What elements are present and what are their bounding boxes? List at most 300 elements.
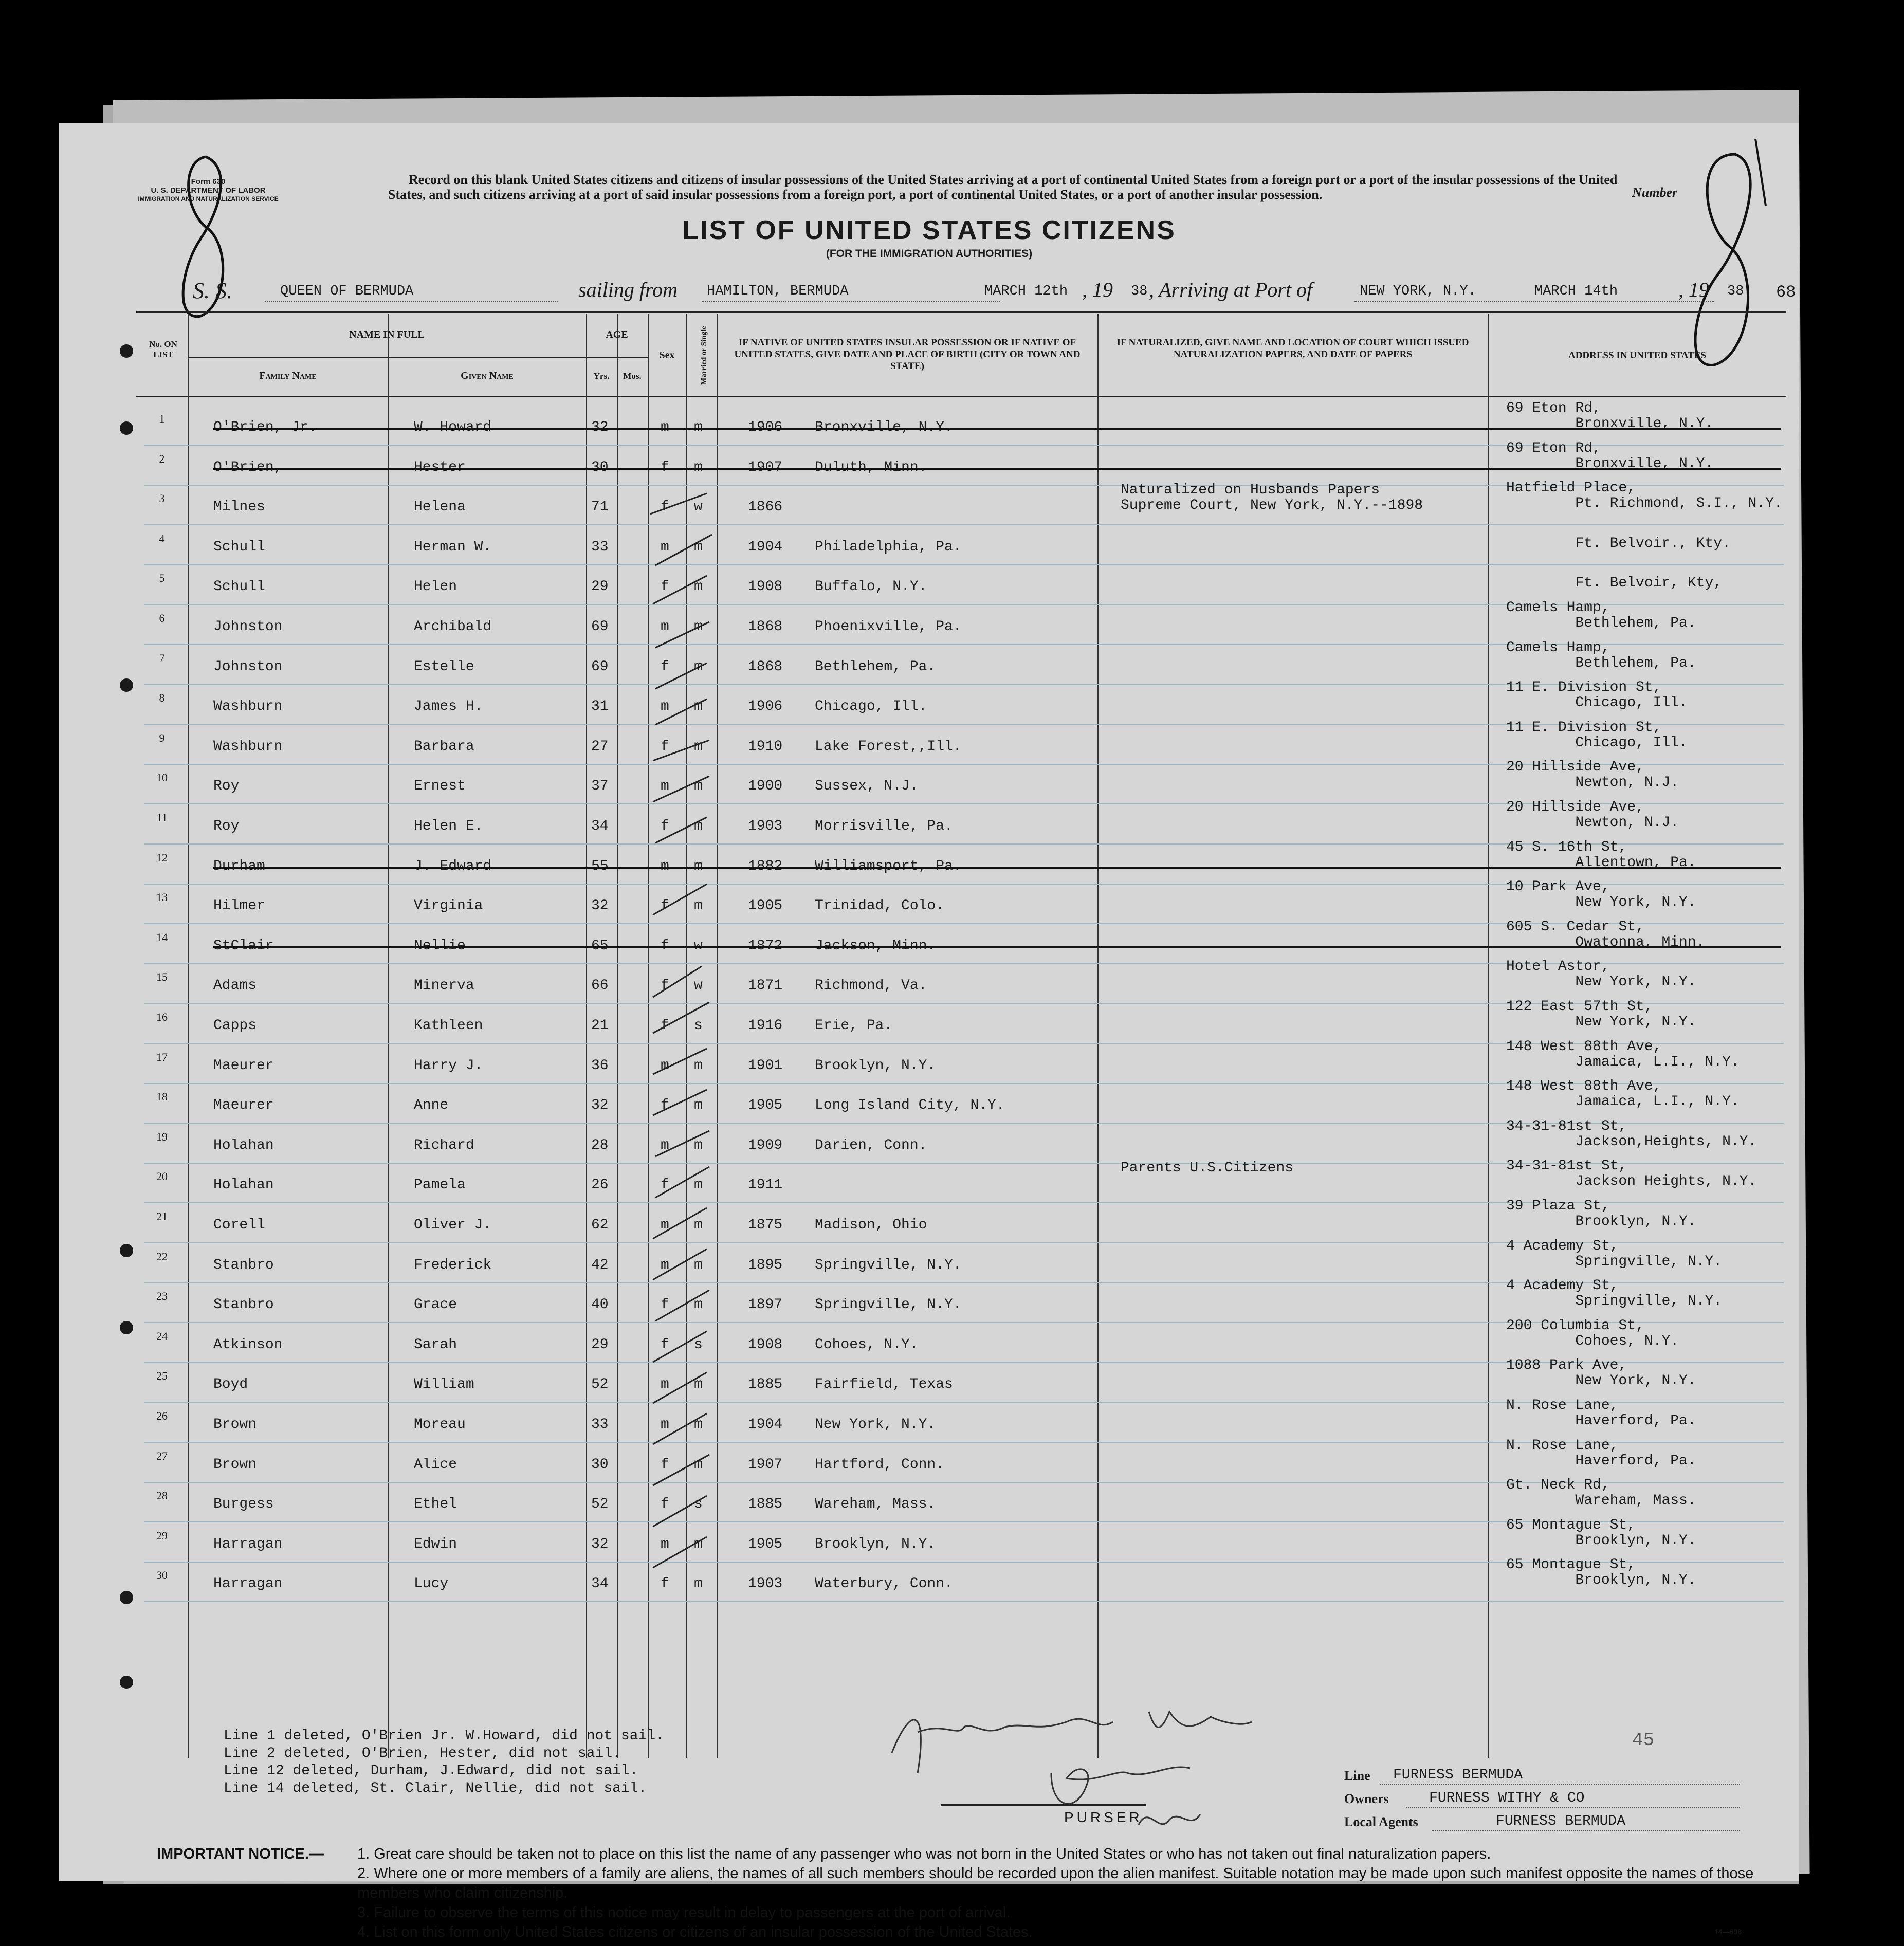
age-years: 69 [591, 658, 609, 675]
age-years: 66 [591, 978, 609, 994]
header-family-name: Family Name [259, 370, 317, 381]
family-name: Maeurer [213, 1057, 274, 1074]
binder-hole [120, 1244, 133, 1257]
age-years: 29 [591, 1336, 609, 1353]
department-name: U. S. DEPARTMENT OF LABOR [151, 186, 266, 195]
age-years: 26 [591, 1177, 609, 1194]
birth-year: 1885 [748, 1376, 783, 1393]
age-years: 55 [591, 858, 609, 874]
marital-status: s [694, 1336, 703, 1353]
col-divider-family [388, 314, 389, 1758]
birth-year: 1907 [748, 459, 783, 475]
count-mark: 45 [1632, 1730, 1655, 1751]
us-address: 4 Academy St, Springville, N.Y. [1506, 1278, 1723, 1310]
marital-status: m [694, 1576, 703, 1592]
age-years: 42 [591, 1257, 609, 1273]
page-title: LIST OF UNITED STATES CITIZENS [682, 215, 1176, 245]
family-name: Maeurer [213, 1097, 274, 1114]
row-number: 29 [156, 1529, 168, 1542]
row-number: 22 [156, 1250, 168, 1263]
age-years: 33 [591, 1417, 609, 1433]
us-address: N. Rose Lane, Haverford, Pa. [1506, 1398, 1696, 1429]
sex: f [661, 579, 669, 595]
row-number: 12 [156, 851, 168, 864]
ship-underline [265, 301, 558, 302]
birth-place: Morrisville, Pa. [815, 818, 953, 834]
age-years: 32 [591, 898, 609, 914]
header-yrs: Yrs. [593, 371, 610, 381]
row-number: 27 [156, 1449, 168, 1462]
handwritten-number-right [1673, 134, 1771, 383]
header-native: IF NATIVE OF UNITED STATES INSULAR POSSESSION OR IF NATIVE OF UNITED STATES, GIVE DATE AND PLACE OF BIRTH (CITY OR TOWN AND STATE) [734, 337, 1081, 372]
deletion-strikethrough [213, 946, 1781, 948]
family-name: Roy [213, 818, 240, 834]
birth-year: 1875 [748, 1217, 783, 1233]
given-name: Hester [414, 459, 466, 475]
arrival-year-prefix: , 19 [1678, 278, 1709, 301]
family-name: Brown [213, 1417, 257, 1433]
age-years: 62 [591, 1217, 609, 1233]
family-name: Capps [213, 1018, 257, 1034]
notice-heading: IMPORTANT NOTICE.— [157, 1846, 324, 1862]
birth-place: Jackson, Minn. [815, 938, 936, 954]
age-years: 71 [591, 499, 609, 516]
birth-year: 1903 [748, 1576, 783, 1592]
family-name: Washburn [213, 699, 283, 715]
header-age: AGE [606, 329, 628, 340]
birth-place: Chicago, Ill. [815, 699, 927, 715]
birth-year: 1916 [748, 1018, 783, 1034]
form-number: Form 630 [191, 177, 226, 186]
us-address: Hotel Astor, New York, N.Y. [1506, 959, 1696, 990]
sex: m [661, 699, 669, 715]
us-address: 11 E. Division St, Chicago, Ill. [1506, 680, 1688, 711]
given-name: Ernest [414, 778, 466, 795]
birth-place: Cohoes, N.Y. [815, 1336, 919, 1353]
us-address: 1088 Park Ave, New York, N.Y. [1506, 1357, 1696, 1389]
us-address: Camels Hamp, Bethlehem, Pa. [1506, 639, 1696, 671]
birth-place: Philadelphia, Pa. [815, 539, 962, 555]
row-rule [144, 1601, 1784, 1602]
naturalization-info: Parents U.S.Citizens [1121, 1160, 1294, 1177]
us-address: 34-31-81st St, Jackson Heights, N.Y. [1506, 1158, 1757, 1190]
sex: f [661, 1177, 669, 1194]
col-divider-yrs [617, 314, 618, 1758]
us-address: Gt. Neck Rd, Wareham, Mass. [1506, 1477, 1696, 1509]
age-years: 29 [591, 579, 609, 595]
birth-year: 1903 [748, 818, 783, 834]
us-address: N. Rose Lane, Haverford, Pa. [1506, 1437, 1696, 1469]
row-number: 26 [156, 1409, 168, 1422]
birth-place: Richmond, Va. [815, 978, 927, 994]
row-number: 19 [156, 1130, 168, 1143]
birth-place: Brooklyn, N.Y. [815, 1057, 936, 1074]
header-sex: Sex [659, 350, 675, 361]
us-address: 34-31-81st St, Jackson,Heights, N.Y. [1506, 1118, 1757, 1150]
sex: m [661, 1057, 669, 1074]
age-years: 31 [591, 699, 609, 715]
sex: m [661, 1417, 669, 1433]
row-number: 17 [156, 1050, 168, 1063]
age-years: 30 [591, 1456, 609, 1473]
notice-item-2: 2. Where one or more members of a family are aliens, the names of all such members should be recorded upon the alien manifest. Suitable notation may be made upon such manifest opposite the names of those members who claim citizenship. [357, 1865, 1754, 1901]
row-number: 21 [156, 1210, 168, 1223]
col-divider-given [586, 314, 587, 1758]
col-divider-naturalized [1488, 314, 1489, 1758]
sex: m [661, 419, 669, 435]
marital-status: m [694, 858, 703, 874]
given-name: Helen E. [414, 818, 483, 834]
deletion-strikethrough [213, 468, 1781, 470]
purser-label: PURSER [1064, 1809, 1143, 1825]
given-name: Ethel [414, 1496, 457, 1513]
us-address: 69 Eton Rd, Bronxville, N.Y. [1506, 440, 1714, 472]
header-no: No. ON LIST [149, 339, 177, 359]
notice-item-1: 1. Great care should be taken not to place on this list the name of any passenger who was not born in the United States or who has not taken out final naturalization papers. [357, 1846, 1491, 1862]
ss-label: S. S. [193, 278, 232, 303]
row-number: 9 [159, 731, 165, 744]
birth-place: Long Island City, N.Y. [815, 1097, 1005, 1114]
family-name: Burgess [213, 1496, 274, 1513]
owners-label: Owners [1344, 1791, 1389, 1806]
naturalization-info: Naturalized on Husbands Papers Supreme Court, New York, N.Y.--1898 [1121, 482, 1423, 514]
age-years: 40 [591, 1297, 609, 1313]
family-name: Brown [213, 1456, 257, 1473]
birth-year: 1895 [748, 1257, 783, 1273]
birth-year: 1882 [748, 858, 783, 874]
age-years: 33 [591, 539, 609, 555]
family-name: Milnes [213, 499, 265, 516]
arrival-date: MARCH 14th [1534, 284, 1618, 299]
header-given-name: Given Name [461, 370, 514, 381]
age-years: 52 [591, 1376, 609, 1393]
birth-place: Sussex, N.J. [815, 778, 919, 795]
family-name: Stanbro [213, 1297, 274, 1313]
marital-status: m [694, 778, 703, 795]
sex: m [661, 1217, 669, 1233]
birth-place: Brooklyn, N.Y. [815, 1536, 936, 1552]
birth-year: 1908 [748, 1336, 783, 1353]
birth-place: Williamsport, Pa. [815, 858, 962, 874]
header-naturalized: IF NATURALIZED, GIVE NAME AND LOCATION OF COURT WHICH ISSUED NATURALIZATION PAPERS, AND DATE OF PAPERS [1116, 337, 1469, 360]
birth-year: 1897 [748, 1297, 783, 1313]
birth-year: 1885 [748, 1496, 783, 1513]
header-mos: Mos. [623, 371, 642, 381]
birth-place: Madison, Ohio [815, 1217, 927, 1233]
birth-year: 1904 [748, 1417, 783, 1433]
marital-status: s [694, 1018, 703, 1034]
given-name: W. Howard [414, 419, 492, 435]
sex: f [661, 499, 669, 516]
given-name: Helen [414, 579, 457, 595]
given-name: Edwin [414, 1536, 457, 1552]
us-address: 4 Academy St, Springville, N.Y. [1506, 1238, 1723, 1270]
given-name: Alice [414, 1456, 457, 1473]
binder-hole [120, 1676, 133, 1689]
marital-status: m [694, 1137, 703, 1153]
row-number: 2 [159, 452, 165, 465]
family-name: Hilmer [213, 898, 265, 914]
line-label: Line [1344, 1768, 1370, 1783]
agents-value: FURNESS BERMUDA [1496, 1813, 1626, 1829]
sex: f [661, 1576, 669, 1592]
name-subheader-border [188, 357, 591, 358]
marital-status: m [694, 1376, 703, 1393]
birth-place: Hartford, Conn. [815, 1456, 945, 1473]
sex: f [661, 1297, 669, 1313]
family-name: O'Brien, [213, 459, 283, 475]
service-name: IMMIGRATION AND NATURALIZATION SERVICE [138, 195, 279, 203]
number-label: Number [1632, 185, 1678, 200]
row-number: 6 [159, 612, 165, 625]
birth-place: Bethlehem, Pa. [815, 658, 936, 675]
page-subtitle: (FOR THE IMMIGRATION AUTHORITIES) [826, 248, 1033, 260]
col-divider-no [188, 314, 189, 1758]
marital-status: m [694, 1456, 703, 1473]
birth-year: 1908 [748, 579, 783, 595]
departure-underline [702, 301, 1000, 302]
owners-underline [1406, 1807, 1740, 1808]
marital-status: m [694, 579, 703, 595]
intro-paragraph: Record on this blank United States citizens and citizens of insular possessions of the United States arriving at a port of continental United States from a foreign port or a port of the insular possessions of the United States, and such citizens arriving at a port of said insular possessions from a foreign port, a port of continental United States, or a port of another insular possession. [388, 172, 1618, 202]
arrival-underline [1354, 301, 1714, 302]
line-underline [1380, 1784, 1740, 1785]
marital-status: m [694, 1297, 703, 1313]
family-name: Harragan [213, 1576, 283, 1592]
header-name-in-full: NAME IN FULL [349, 329, 425, 340]
birth-year: 1906 [748, 419, 783, 435]
row-number: 4 [159, 531, 165, 545]
birth-place: Trinidad, Colo. [815, 898, 945, 914]
us-address: 45 S. 16th St, Allentown, Pa. [1506, 839, 1696, 871]
row-number: 18 [156, 1090, 168, 1104]
binder-hole [120, 678, 133, 692]
deletion-note: Line 12 deleted, Durham, J.Edward, did not sail. [224, 1763, 638, 1779]
sex: m [661, 619, 669, 635]
us-address: 11 E. Division St, Chicago, Ill. [1506, 719, 1688, 751]
birth-year: 1906 [748, 699, 783, 715]
col-divider-married [717, 314, 718, 1758]
sex: m [661, 1257, 669, 1273]
birth-year: 1871 [748, 978, 783, 994]
marital-status: m [694, 419, 703, 435]
row-number: 28 [156, 1489, 168, 1502]
given-name: Grace [414, 1297, 457, 1313]
birth-year: 1868 [748, 619, 783, 635]
marital-status: m [694, 738, 703, 755]
family-name: Schull [213, 579, 265, 595]
us-address: 20 Hillside Ave, Newton, N.J. [1506, 799, 1679, 831]
birth-year: 1866 [748, 499, 783, 516]
age-years: 69 [591, 619, 609, 635]
us-address: 148 West 88th Ave, Jamaica, L.I., N.Y. [1506, 1038, 1740, 1070]
birth-year: 1868 [748, 658, 783, 675]
family-name: Schull [213, 539, 265, 555]
us-address: 200 Columbia St, Cohoes, N.Y. [1506, 1317, 1679, 1349]
given-name: Estelle [414, 658, 474, 675]
marital-status: s [694, 1496, 703, 1513]
birth-place: Fairfield, Texas [815, 1376, 953, 1393]
given-name: Kathleen [414, 1018, 483, 1034]
sex: m [661, 1137, 669, 1153]
deletion-note: Line 1 deleted, O'Brien Jr. W.Howard, did not sail. [224, 1728, 664, 1744]
age-years: 32 [591, 1536, 609, 1552]
birth-year: 1907 [748, 1456, 783, 1473]
notice-item-4: 4. List on this form only United States citizens or citizens of an insular possession of the United States. [357, 1924, 1033, 1940]
us-address: 20 Hillside Ave, Newton, N.J. [1506, 759, 1679, 791]
row-number: 7 [159, 651, 165, 665]
sex: f [661, 1097, 669, 1114]
birth-year: 1909 [748, 1137, 783, 1153]
age-years: 27 [591, 738, 609, 755]
sex: m [661, 1536, 669, 1552]
us-address: 10 Park Ave, New York, N.Y. [1506, 879, 1696, 911]
header-address: ADDRESS IN UNITED STATES [1568, 350, 1706, 361]
sex: f [661, 1456, 669, 1473]
header-bottom-border [136, 396, 1786, 397]
row-number: 15 [156, 970, 168, 984]
binder-hole [120, 1321, 133, 1334]
marital-status: m [694, 1217, 703, 1233]
marital-status: m [694, 459, 703, 475]
sex: m [661, 858, 669, 874]
departure-port: HAMILTON, BERMUDA [707, 284, 849, 299]
row-number: 1 [159, 412, 165, 425]
marital-status: w [694, 499, 703, 516]
us-address: Ft. Belvoir., Kty. [1575, 535, 1731, 552]
given-name: J. Edward [414, 858, 492, 874]
age-years: 34 [591, 1576, 609, 1592]
given-name: Nellie [414, 938, 466, 954]
sex: f [661, 1018, 669, 1034]
deletion-strikethrough [213, 428, 1781, 430]
family-name: Holahan [213, 1177, 274, 1194]
row-number: 30 [156, 1569, 168, 1582]
row-number: 14 [156, 930, 168, 944]
us-address: 148 West 88th Ave, Jamaica, L.I., N.Y. [1506, 1078, 1740, 1110]
given-name: James H. [414, 699, 483, 715]
family-name: Stanbro [213, 1257, 274, 1273]
table-top-border [136, 311, 1786, 313]
owners-value: FURNESS WITHY & CO [1429, 1790, 1585, 1806]
sex: f [661, 459, 669, 475]
given-name: William [414, 1376, 474, 1393]
row-number: 8 [159, 691, 165, 705]
age-years: 36 [591, 1057, 609, 1074]
family-name: Roy [213, 778, 240, 795]
row-number: 20 [156, 1170, 168, 1183]
row-number: 10 [156, 771, 168, 784]
arriving-label: , Arriving at Port of [1149, 278, 1313, 301]
marital-status: m [694, 1257, 703, 1273]
given-name: Pamela [414, 1177, 466, 1194]
marital-status: m [694, 1097, 703, 1114]
ship-name: QUEEN OF BERMUDA [280, 284, 414, 299]
row-number: 11 [156, 811, 168, 824]
sex: f [661, 978, 669, 994]
us-address: 65 Montague St, Brooklyn, N.Y. [1506, 1557, 1696, 1589]
us-address: 65 Montague St, Brooklyn, N.Y. [1506, 1517, 1696, 1549]
given-name: Moreau [414, 1417, 466, 1433]
given-name: Oliver J. [414, 1217, 492, 1233]
deletion-strikethrough [213, 867, 1781, 869]
birth-year: 1905 [748, 898, 783, 914]
us-address: Hatfield Place, Pt. Richmond, S.I., N.Y. [1506, 480, 1783, 512]
birth-place: Bronxville, N.Y. [815, 419, 953, 435]
age-years: 37 [591, 778, 609, 795]
row-number: 5 [159, 572, 165, 585]
family-name: Corell [213, 1217, 265, 1233]
sex: m [661, 1376, 669, 1393]
birth-place: Buffalo, N.Y. [815, 579, 927, 595]
birth-place: Phoenixville, Pa. [815, 619, 962, 635]
age-years: 34 [591, 818, 609, 834]
family-name: Boyd [213, 1376, 248, 1393]
sex: m [661, 539, 669, 555]
marital-status: m [694, 619, 703, 635]
row-number: 3 [159, 492, 165, 505]
birth-place: Darien, Conn. [815, 1137, 927, 1153]
marital-status: m [694, 539, 703, 555]
birth-year: 1872 [748, 938, 783, 954]
age-years: 21 [591, 1018, 609, 1034]
birth-year: 1900 [748, 778, 783, 795]
given-name: Frederick [414, 1257, 492, 1273]
birth-place: Duluth, Minn. [815, 459, 927, 475]
sex: f [661, 938, 669, 954]
marital-status: m [694, 1417, 703, 1433]
binder-hole [120, 344, 133, 358]
binder-hole [120, 421, 133, 435]
us-address: Camels Hamp, Bethlehem, Pa. [1506, 600, 1696, 631]
age-years: 32 [591, 419, 609, 435]
binder-hole [120, 1591, 133, 1604]
marital-status: w [694, 978, 703, 994]
deletion-note: Line 2 deleted, O'Brien, Hester, did not sail. [224, 1746, 621, 1761]
sail-year-prefix: , 19 [1082, 278, 1113, 301]
birth-year: 1905 [748, 1097, 783, 1114]
checker-tick-marks [645, 493, 717, 1686]
given-name: Archibald [414, 619, 492, 635]
notice-item-3: 3. Failure to observe the terms of this notice may result in delay to passengers at the port of arrival. [357, 1904, 1011, 1921]
given-name: Helena [414, 499, 466, 516]
family-name: Washburn [213, 738, 283, 755]
marital-status: m [694, 1177, 703, 1194]
marital-status: m [694, 818, 703, 834]
given-name: Minerva [414, 978, 474, 994]
sex: f [661, 818, 669, 834]
birth-place: Wareham, Mass. [815, 1496, 936, 1513]
col-divider-native [1097, 314, 1099, 1758]
us-address: 122 East 57th St, New York, N.Y. [1506, 999, 1696, 1030]
arrival-year: 38 [1727, 284, 1744, 299]
birth-place: Lake Forest,,Ill. [815, 738, 962, 755]
birth-place: Springville, N.Y. [815, 1257, 962, 1273]
us-address: 605 S. Cedar St, Owatonna, Minn. [1506, 919, 1705, 950]
given-name: Richard [414, 1137, 474, 1153]
sex: f [661, 658, 669, 675]
age-years: 52 [591, 1496, 609, 1513]
given-name: Harry J. [414, 1057, 483, 1074]
row-number: 16 [156, 1011, 168, 1023]
birth-year: 1904 [748, 539, 783, 555]
us-address: 69 Eton Rd, Bronxville, N.Y. [1506, 400, 1714, 432]
family-name: Johnston [213, 658, 283, 675]
age-years: 32 [591, 1097, 609, 1114]
deletion-note: Line 14 deleted, St. Clair, Nellie, did not sail. [224, 1780, 647, 1796]
family-name: StClair [213, 938, 274, 954]
age-years: 28 [591, 1137, 609, 1153]
